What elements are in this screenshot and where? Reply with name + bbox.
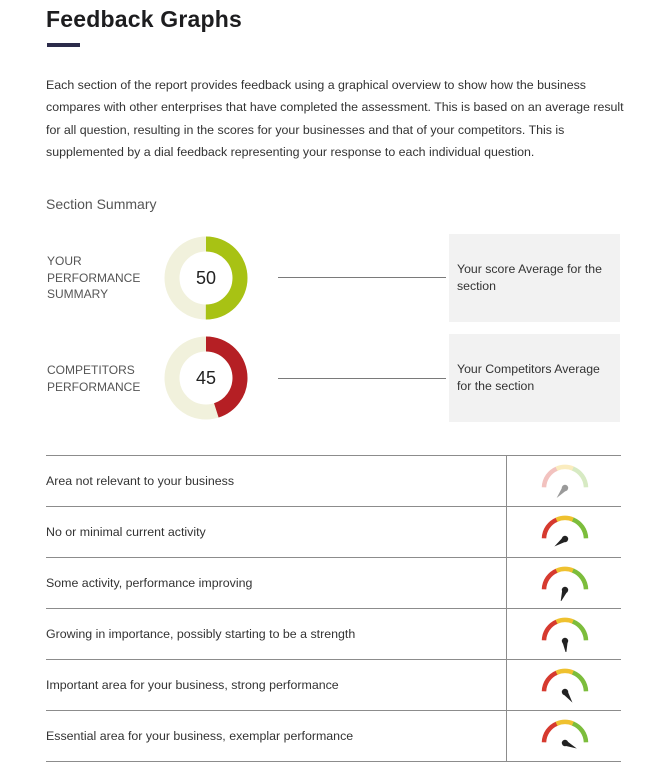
legend-row xyxy=(46,557,621,608)
dial-gauge-svg xyxy=(538,565,592,601)
dial-gauge-icon xyxy=(538,463,592,499)
competitors-description: Your Competitors Average for the section xyxy=(457,362,600,393)
legend-row xyxy=(46,506,621,557)
dial-gauge-svg xyxy=(538,718,592,754)
competitors-performance-label: COMPETITORS PERFORMANCE xyxy=(47,363,141,394)
legend-row xyxy=(46,659,621,710)
legend-row xyxy=(46,608,621,659)
connector-line xyxy=(278,378,446,379)
legend-row xyxy=(46,710,621,762)
section-summary-heading: Section Summary xyxy=(46,196,157,212)
legend-row-text: Growing in importance, possibly starting to be a strength xyxy=(46,627,356,641)
legend-row xyxy=(46,455,621,506)
dial-gauge-icon xyxy=(538,514,592,550)
legend-divider xyxy=(506,609,507,659)
dial-gauge-svg xyxy=(538,616,592,652)
your-score-description: Your score Average for the section xyxy=(457,262,602,293)
legend-row-text: Some activity, performance improving xyxy=(46,576,253,590)
your-performance-label: YOUR PERFORMANCE SUMMARY xyxy=(47,254,141,301)
connector-line xyxy=(278,277,446,278)
competitors-score-value: 45 xyxy=(195,367,217,388)
dial-gauge-icon xyxy=(538,565,592,601)
dial-gauge-svg xyxy=(538,667,592,703)
legend-divider xyxy=(506,660,507,710)
legend-row-text: Important area for your business, strong performance xyxy=(46,678,339,692)
dial-gauge-svg xyxy=(538,514,592,550)
your-score-donut xyxy=(164,236,248,320)
title-underline xyxy=(47,43,80,47)
legend-row-text: No or minimal current activity xyxy=(46,525,206,539)
legend-divider xyxy=(506,456,507,506)
legend-row-text: Area not relevant to your business xyxy=(46,474,235,488)
intro-paragraph: Each section of the report provides feedback using a graphical overview to show how the business compares with other enterprises that have completed the assessment. This is based on an average result for all question, resulting in the scores for your businesses and that of your competitors. This is supplemented by a dial feedback representing your response to each individual question. xyxy=(46,78,624,160)
your-score-info-box xyxy=(449,234,620,322)
dial-gauge-svg xyxy=(538,463,592,499)
legend-divider xyxy=(506,558,507,608)
competitors-info-box xyxy=(449,334,620,422)
your-score-value: 50 xyxy=(195,267,217,288)
page-title: Feedback Graphs xyxy=(46,6,243,32)
dial-gauge-icon xyxy=(538,718,592,754)
competitors-score-donut xyxy=(164,336,248,420)
legend-divider xyxy=(506,711,507,761)
legend-divider xyxy=(506,507,507,557)
dial-legend-table xyxy=(46,455,621,762)
legend-row-text: Essential area for your business, exemplar performance xyxy=(46,729,354,743)
dial-gauge-icon xyxy=(538,667,592,703)
dial-gauge-icon xyxy=(538,616,592,652)
